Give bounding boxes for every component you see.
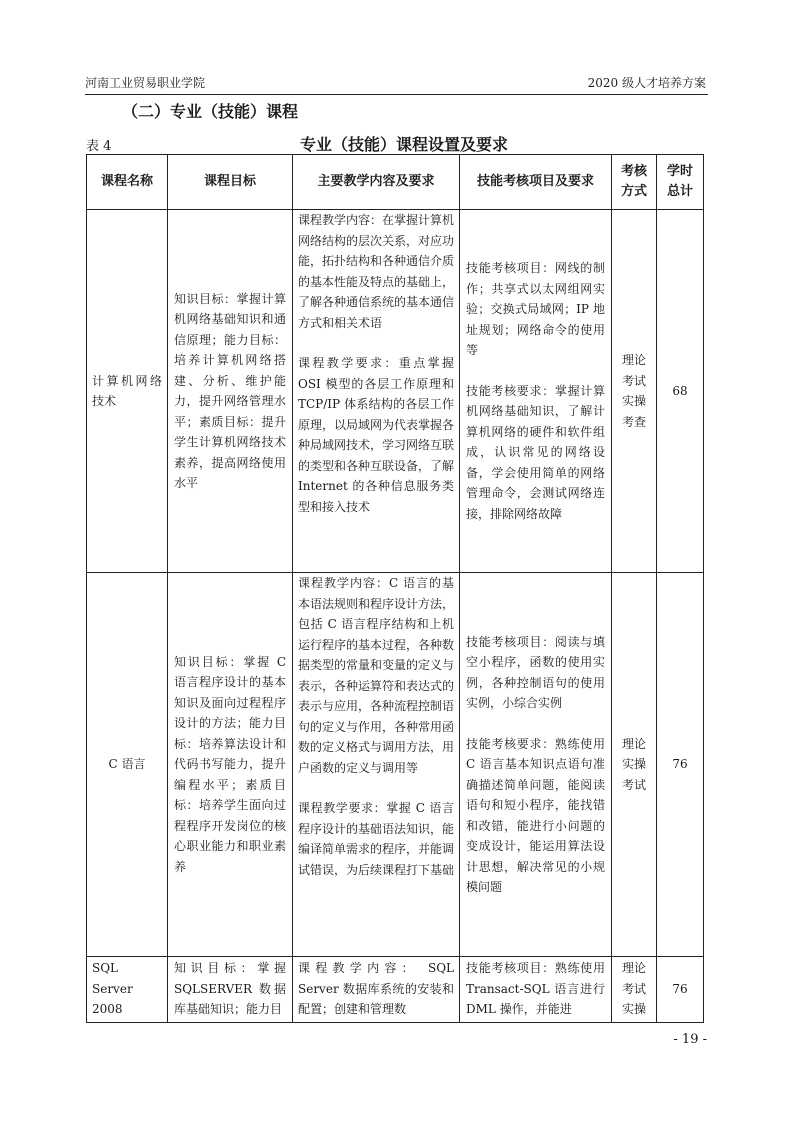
total-hours: 76 <box>657 957 704 1023</box>
skill-assessment <box>460 957 612 1023</box>
course-table <box>86 154 704 1023</box>
skill-assessment <box>460 573 612 957</box>
course-name: SQL Server 2008 <box>87 957 168 1023</box>
col-header-course-name: 课程名称 <box>87 155 168 210</box>
course-content <box>293 957 460 1023</box>
requirement-text: 课程教学要求：重点掌握 OSI 模型的各层工作原理和 TCP/IP 体系结构的各层工作原理，以局域网为代表掌握各种局域网技术，学习网络互联的类型和各种互联设备，了解 Internet 的各种信息服务类型和接入技术 <box>298 356 455 514</box>
header-plan: 2020 级人才培养方案 <box>587 76 706 90</box>
table-title: 专业（技能）课程设置及要求 <box>300 135 509 154</box>
total-hours: 76 <box>657 573 704 957</box>
total-hours: 68 <box>657 210 704 573</box>
content-text: 课程教学内容：在掌握计算机网络结构的层次关系，对应功能，拓扑结构和各种通信介质的基本性能及特点的基础上，了解各种通信系统的基本通信方式和相关术语 <box>298 213 455 330</box>
skill-requirements: 技能考核要求：掌握计算机网络基础知识，了解计算机网络的硬件和软件组成，认识常见的网络设备，学会使用简单的网络管理命令，会测试网络连接，排除网络故障 <box>466 383 605 521</box>
table-header-row <box>87 155 704 210</box>
skill-items: 技能考核项目：阅读与填空小程序，函数的使用实例，各种控制语句的使用实例，小综合实例 <box>466 634 605 710</box>
header-institution: 河南工业贸易职业学院 <box>85 76 206 90</box>
skill-items: 技能考核项目：熟练使用 Transact-SQL 语言进行 DML 操作，并能进 <box>466 961 605 1016</box>
content-text: 课程教学内容： SQL Server 数据库系统的安装和配置；创建和管理数 <box>298 961 454 1016</box>
col-header-method: 考核方式 <box>612 155 657 210</box>
section-title: （二）专业（技能）课程 <box>122 102 299 121</box>
table-label: 表 4 <box>86 139 112 154</box>
assessment-method: 理论考试实操 <box>612 957 657 1023</box>
requirement-text: 课程教学要求：掌握 C 语言程序设计的基础语法知识，能编译简单需求的程序，并能调试错误，为后续课程打下基础 <box>298 801 455 877</box>
col-header-course-goal: 课程目标 <box>168 155 293 210</box>
col-header-content: 主要教学内容及要求 <box>293 155 460 210</box>
header-divider <box>85 94 708 95</box>
skill-assessment <box>460 210 612 573</box>
course-name: 计算机网络技术 <box>87 210 168 573</box>
content-text: 课程教学内容：C 语言的基本语法规则和程序设计方法，包括 C 语言程序结构和上机运行程序的基本过程，各种数据类型的常量和变量的定义与表示，各种运算符和表达式的表示与应用，各种流程控制语句的定义与作用，各种常用函数的定义格式与调用方法，用户函数的定义与调用等 <box>298 576 455 775</box>
course-goal: 知识目标：掌握 C 语言程序设计的基本知识及面向过程程序设计的方法；能力目标：培养算法设计和代码书写能力，提升编程水平；素质目标：培养学生面向过程程序开发岗位的核心职业能力和职业素养 <box>168 573 293 957</box>
course-goal: 知识目标：掌握 SQLSERVER 数据库基础知识；能力目 <box>168 957 293 1023</box>
page-number: - 19 - <box>673 1032 707 1047</box>
assessment-method: 理论实操考试 <box>612 573 657 957</box>
table-row <box>87 210 704 573</box>
col-header-hours: 学时总计 <box>657 155 704 210</box>
course-content <box>293 210 460 573</box>
table-row <box>87 573 704 957</box>
skill-items: 技能考核项目：网线的制作；共享式以太网组网实验；交换式局域网；IP 地址规划；网络命令的使用等 <box>466 261 605 357</box>
course-name: C 语言 <box>87 573 168 957</box>
table-row <box>87 957 704 1023</box>
assessment-method: 理论考试实操考查 <box>612 210 657 573</box>
course-goal: 知识目标：掌握计算机网络基础知识和通信原理；能力目标：培养计算机网络搭建、分析、维护能力，提升网络管理水平；素质目标：提升学生计算机网络技术素养，提高网络使用水平 <box>168 210 293 573</box>
course-content <box>293 573 460 957</box>
skill-requirements: 技能考核要求：熟练使用 C 语言基本知识点语句准确描述简单问题，能阅读语句和短小程序，能找错和改错，能进行小问题的变成设计，能运用算法设计思想，解决常见的小规模问题 <box>466 736 605 894</box>
col-header-skill: 技能考核项目及要求 <box>460 155 612 210</box>
